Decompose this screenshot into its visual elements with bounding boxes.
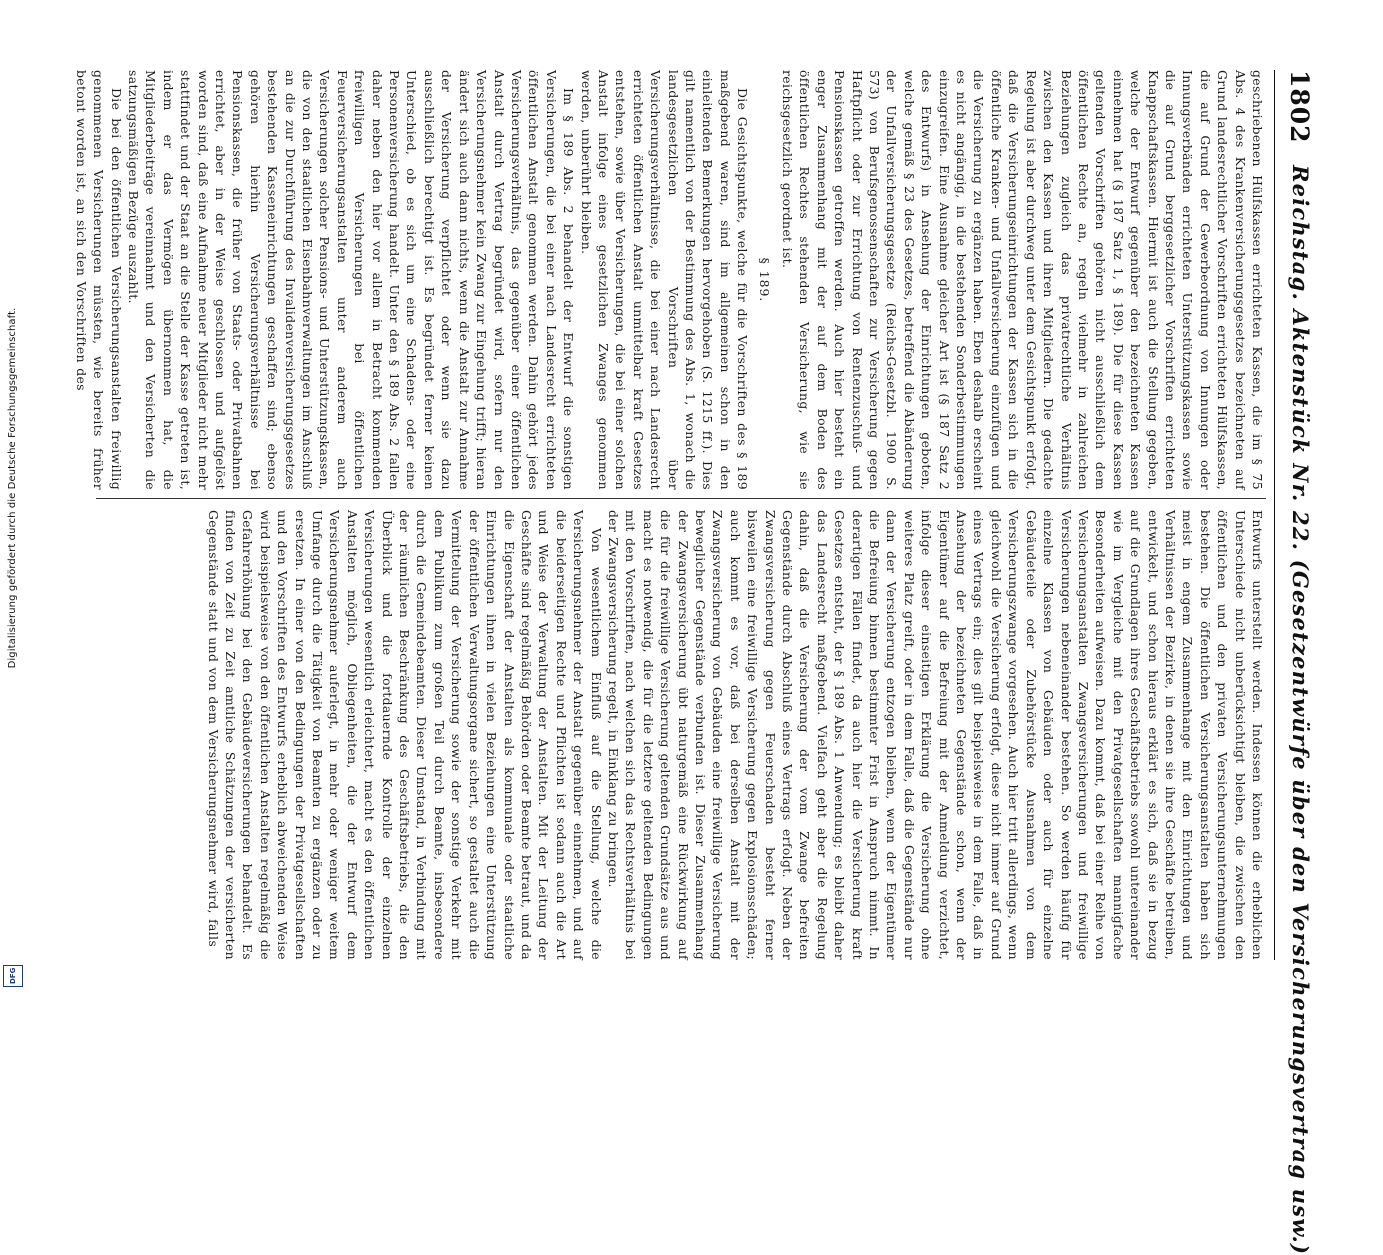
column-divider (96, 498, 1266, 499)
right-paragraph-1: Entwurfs unterstellt werden. Indessen können die erheblichen Unterschiede nicht unberücksichtigt bleiben, die zwischen den öffentlichen und den privaten Versicherungsunternehmungen bestehen. Die öffentlichen Versicherungsanstalten haben sich meist in engem Zusammenhange mit den Einrichtungen und Verhältnissen der Bezirke, in denen sie ihre Geschäfte betreiben, entwickelt, und schon hieraus erklärt es sich, daß sie in bezug auf die Grundlagen ihres Geschäftsbetriebs sowohl untereinander wie im Vergleiche mit den Privatgesellschaften mannigfache Besonderheiten aufweisen. Dazu kommt, daß bei einer Reihe von Versicherungsanstalten Zwangsversicherungen und freiwillige Versicherungen nebeneinander bestehen. So werden häufig für einzelne Klassen von Gebäuden oder auch für einzelne Gebäudeteile oder Zubehörstücke Ausnahmen von dem Versicherungszwange vorgesehen. Auch hier tritt allerdings, wenn gleichwohl die Versicherung erfolgt, diese nicht immer auf Grund eines Vertrags ein; dies gilt beispielsweise in dem Falle, daß in Ansehung der bezeichneten Gegenstände schon, wenn der Eigentümer auf die Befreiung mit der Anmeldung verzichtet, infolge dieser einseitigen Erklärung die Versicherung ohne weiteres Platz greift, oder in dem Falle, daß die Gegenstände nur dann der Versicherung entzogen bleiben, wenn der Eigentümer die Befreiung binnen bestimmter Frist in Anspruch nimmt. In derartigen Fällen findet, da auch hier die Versicherung kraft Gesetzes entsteht, der § 189 Abs. 1 Anwendung; es bleibt daher das Landesrecht maßgebend. Vielfach geht aber die Regelung dahin, daß die Versicherung der vom Zwange befreiten Gegenstände durch Abschluß eines Vertrags erfolgt. Neben der Zwangsversicherung gegen Feuerschaden besteht ferner bisweilen eine freiwillige Versicherung gegen Explosionsschäden; auch kommt es vor, daß bei derselben Anstalt mit der Zwangsversicherung von Gebäuden eine freiwillige Versicherung beweglicher Gegenstände verbunden ist. Dieser Zusammenhang der Zwangsversicherung übt naturgemäß eine Rückwirkung auf die für die freiwillige Versicherung geltenden Grundsätze aus und macht es notwendig, die für die letztere geltenden Bedingungen mit den Vorschriften, nach welchen sich das Rechtsverhältnis bei der Zwangsversicherung regelt, in Einklang zu bringen. (605, 510, 1265, 960)
scanned-page (73, 70, 1318, 1255)
left-paragraph-3: Im § 189 Abs. 2 behandelt der Entwurf die sonstigen Versicherungen, die bei einer nach Landesrecht errichteten öffentlichen Anstalt genommen werden. Dahin gehört jedes Versicherungsverhältnis, das gegenüber einer öffentlichen Anstalt durch Vertrag begründet wird, sofern nur den Versicherungsnehmer kein Zwang zur Eingehung trifft; hieran ändert sich auch dann nichts, wenn die Anstalt zur Annahme der Versicherung verpflichtet oder wenn sie dazu ausschließlich berechtigt ist. Es begründet ferner keinen Unterschied, ob es sich um eine Schadens- oder eine Personenversicherung handelt. Unter den § 189 Abs. 2 fallen daher neben den hier vor allem in Betracht kommenden freiwilligen Versicherungen bei öffentlichen Feuerversicherungsanstalten unter anderem auch Versicherungen solcher Pensions- und Unterstützungskassen, die von den staatlichen Eisenbahnverwaltungen im Anschluß an die zur Durchführung des Invalidenversicherungsgesetzes bestehenden Kasseneinrichtungen geschaffen sind; ebenso gehören hierhin Versicherungsverhältnisse bei Pensionskassen, die früher von Staats- oder Privatbahnen errichtet, aber in der Weise geschlossen und aufgelöst worden sind, daß eine Aufnahme neuer Mitglieder nicht mehr stattfindet und der Staat an die Stelle der Kasse getreten ist, indem er das Vermögen übernommen hat, die Mitgliederbeiträge vereinnahmt und den Versicherten die satzungsmäßigen Bezüge auszahlt. (126, 70, 577, 491)
right-paragraph-2: Von wesentlichem Einfluß auf die Stellung, welche die Versicherungsnehmer der Anstalt gegenüber einnehmen, und auf die beiderseitigen Rechte und Pflichten ist sodann auch die Art und Weise der Verwaltung der Anstalten. Mit der Leitung der Geschäfte sind regelmäßig Behörden oder Beamte betraut, und da die Eigenschaft der Anstalten als kommunale oder staatliche Einrichtungen ihnen in vielen Beziehungen eine Unterstützung der öffentlichen Verwaltungsorgane sichert, so gestaltet auch die Vermittelung der Versicherung sowie der sonstige Verkehr mit dem Publikum zum großen Teil durch Beamte, insbesondere durch die Gemeindebeamten. Dieser Umstand, in Verbindung mit der räumlichen Beschränkung des Geschäftsbetriebs, die den Überblick und die fortdauernde Kontrolle der einzelnen Versicherungen wesentlich erleichtert, macht es den öffentlichen Anstalten möglich, Obliegenheiten, die der Entwurf dem Versicherungsnehmer auferlegt, in mehr oder weniger weitem Umfange durch die Tätigkeit von Beamten zu ergänzen oder zu ersetzen. In einer von den Bedingungen der Privatgesellschaften und den Vorschriften des Entwurfs erheblich abweichenden Weise wird beispielsweise von den öffentlichen Anstalten regelmäßig die Gefahrerhöhung bei den Gebäudeversicherungen behandelt. Es finden von Zeit zu Zeit amtliche Schätzungen der versicherten Gegenstände statt und von dem Versicherungsnehmer wird, falls (205, 510, 604, 960)
page-title: Reichstag. Aktenstück Nr. 22. (Gesetzentwürfe über den Versicherungsvertrag usw.) (1288, 165, 1313, 1255)
dfg-logo-icon: DFG (3, 965, 23, 987)
digitization-credit: Digitalisierung gefördert durch die Deutsche Forschungsgemeinschaft. (7, 307, 18, 669)
digitization-sidebar (0, 0, 30, 1000)
right-column (86, 510, 1266, 960)
left-column (73, 70, 1266, 491)
page-number: 1802 (1285, 70, 1314, 144)
left-paragraph-4: Die bei den öffentlichen Versicherungsanstalten freiwillig genommenen Versicherungen müssten, wie bereits früher betont worden ist, an sich den Vorschriften des (73, 70, 124, 490)
left-paragraph-1: geschriebenen Hülfskassen errichteten Kassen, die im § 75 Abs. 4 des Krankenversicherungsgesetzes bezeichneten auf Grund landesrechtlicher Vorschriften errichteten Hülfskassen, die auf Grund der Gewerbeordnung von Innungen oder Innungsverbänden errichteten Unterstützungskassen sowie die auf Grund berggesetzlicher Vorschriften errichteten Knappschaftskassen. Hiermit ist auch die Stellung gegeben, welche der Entwurf gegenüber den bezeichneten Kassen einnehmen hat (§ 187 Satz 1, § 189). Die für diese Kassen geltenden Vorschriften gehören nicht ausschließlich dem öffentlichen Rechte an, regeln vielmehr in zahlreichen Beziehungen zugleich das privatrechtliche Verhältnis zwischen den Kassen und ihren Mitgliedern. Die gedachte Regelung ist aber durchweg unter dem Gesichtspunkt erfolgt, daß die Versicherungseinrichtungen der Kassen sich in die öffentliche Kranken- und Unfallversicherung einzufügen und die Versicherung zu ergänzen haben. Eben deshalb erscheint es nicht angängig, in die bestehenden Sonderbestimmungen einzugreifen. Eine Ausnahme gleicher Art ist (§ 187 Satz 2 des Entwurfs) in Ansehung der Einrichtungen geboten, welche gemäß § 23 des Gesetzes, betreffend die Abänderung der Unfallversicherungsgesetze (Reichs-Gesetzbl. 1900 S. 573) von Berufsgenossenschaften zur Versicherung gegen Haftpflicht oder zur Errichtung von Rentenzuschuß- und Pensionskassen getroffen werden. Auch hier besteht ein enger Zusammenhang mit der auf dem Boden des öffentlichen Rechtes stehenden Versicherung, wie sie reichsgesetzlich geordnet ist. (780, 70, 1265, 490)
left-paragraph-2: Die Gesichtspunkte, welche für die Vorschriften des § 189 maßgebend waren, sind im allgemeinen schon in den einleitenden Bemerkungen hervorgehoben (S. 1215 ff.). Dies gilt namentlich von der Bestimmung des Abs. 1, wonach die landesgesetzlichen Vorschriften über Versicherungsverhältnisse, die bei einer nach Landesrecht errichteten öffentlichen Anstalt unmittelbar kraft Gesetzes entstehen, sowie über Versicherungen, die bei einer solchen Anstalt infolge eines gesetzlichen Zwanges genommen werden, unberührt bleiben. (578, 70, 751, 490)
section-heading: § 189. (756, 257, 772, 303)
page-content-rotated (73, 70, 1318, 1255)
page-header (1274, 70, 1318, 1255)
